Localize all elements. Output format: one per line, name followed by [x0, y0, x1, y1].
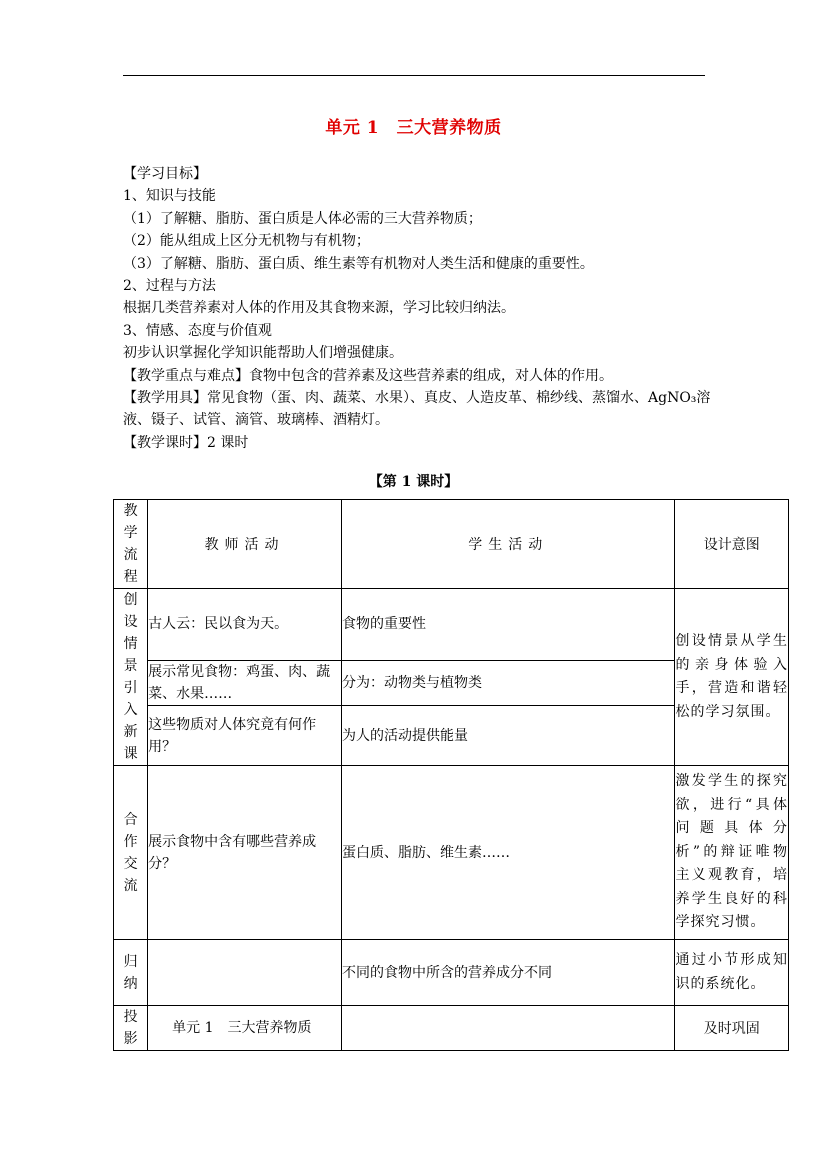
- text-line: 1、知识与技能: [123, 188, 216, 205]
- teacher-cell: 这些物质对人体究竟有何作用？: [148, 706, 342, 766]
- table-row: [114, 766, 789, 940]
- text-line: 【教学用具】常见食物（蛋、肉、蔬菜、水果）、真皮、人造皮革、棉纱线、蒸馏水、AgNO₃溶: [123, 389, 711, 406]
- teacher-cell: 古人云：民以食为天。: [148, 589, 342, 661]
- text-line: （3）了解糖、脂肪、蛋白质、维生素等有机物对人类生活和健康的重要性。: [123, 255, 594, 272]
- table-header-row: [114, 500, 789, 589]
- text-line: （2）能从组成上区分无机物与有机物；: [123, 233, 370, 250]
- page-title: 单元 1 三大营养物质: [325, 118, 502, 138]
- stage-cell: 投影: [114, 1006, 148, 1051]
- teacher-cell: 单元 1 三大营养物质: [148, 1006, 342, 1051]
- table-row: [114, 589, 789, 661]
- student-cell: [342, 1006, 675, 1051]
- header-student: 学生活动: [342, 500, 675, 589]
- teacher-cell: 展示常见食物：鸡蛋、肉、蔬菜、水果……: [148, 660, 342, 706]
- table-row: [114, 1006, 789, 1051]
- lesson-subtitle: 【第 1 课时】: [368, 474, 459, 490]
- objectives-text: [123, 163, 723, 454]
- text-line: 【教学重点与难点】食物中包含的营养素及这些营养素的组成，对人体的作用。: [123, 367, 613, 384]
- text-line: 2、过程与方法: [123, 277, 216, 294]
- student-cell: 分为：动物类与植物类: [342, 660, 675, 706]
- section-heading-objectives: 【学习目标】: [123, 166, 207, 182]
- text-line: （1）了解糖、脂肪、蛋白质是人体必需的三大营养物质；: [123, 210, 482, 227]
- header-teacher: 教师活动: [148, 500, 342, 589]
- design-cell: 创设情景从学生的亲身体验入手，营造和谐轻松的学习氛围。: [675, 589, 789, 766]
- text-line: 液、镊子、试管、滴管、玻璃棒、酒精灯。: [123, 412, 389, 429]
- teacher-cell: [148, 940, 342, 1006]
- teacher-cell: 展示食物中含有哪些营养成分？: [148, 766, 342, 940]
- header-design: 设计意图: [675, 500, 789, 589]
- student-cell: 食物的重要性: [342, 589, 675, 661]
- text-line: 初步认识掌握化学知识能帮助人们增强健康。: [123, 345, 403, 362]
- student-cell: 不同的食物中所含的营养成分不同: [342, 940, 675, 1006]
- student-cell: 蛋白质、脂肪、维生素……: [342, 766, 675, 940]
- stage-cell: 归纳: [114, 940, 148, 1006]
- stage-cell: 合作交流: [114, 766, 148, 940]
- design-cell: 及时巩固: [675, 1006, 789, 1051]
- table-row: [114, 940, 789, 1006]
- header-stage: 教学流程: [114, 500, 148, 589]
- design-cell: 通过小节形成知识的系统化。: [675, 940, 789, 1006]
- design-cell: 激发学生的探究欲，进行“具体问题具体分析”的辩证唯物主义观教育，培养学生良好的科学探究习惯。: [675, 766, 789, 940]
- student-cell: 为人的活动提供能量: [342, 706, 675, 766]
- text-line: 【教学课时】2 课时: [123, 434, 249, 451]
- text-line: 3、情感、态度与价值观: [123, 322, 272, 339]
- stage-cell: 创设情景引入新课: [114, 589, 148, 766]
- text-line: 根据几类营养素对人体的作用及其食物来源，学习比较归纳法。: [123, 300, 515, 317]
- lesson-plan-table: [113, 499, 789, 1051]
- header-rule: [123, 75, 705, 76]
